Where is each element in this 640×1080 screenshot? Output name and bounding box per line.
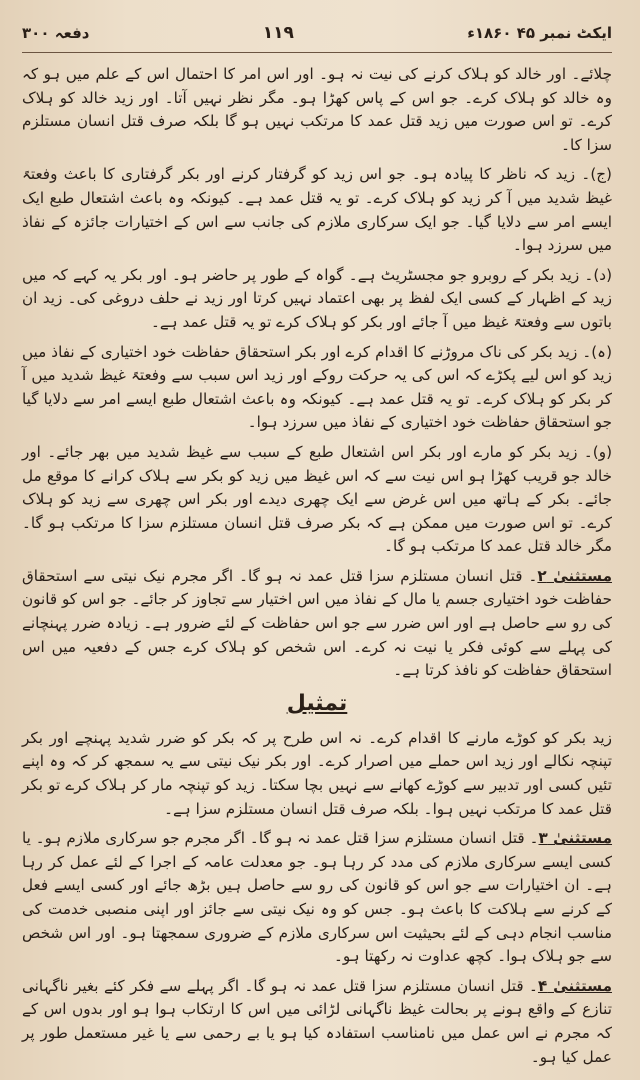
paragraph-illustration-f: (و)۔ زید بکر کو مارے اور بکر اس اشتعال طبع کے سبب سے غیظ شدید میں بھر جائے۔ اور خالد جو قریب کھڑا ہو اس نیت سے کہ اس غیظ میں زید کو بکر سے ہلاک کرانے کا موقع مل جائے۔ بکر کے ہاتھ میں اس غرض سے ایک چھری دیدے اور بکر اس چھری سے زید کو ہلاک کرے۔ تو اس صورت میں ممکن ہے کہ بکر صرف قتل انسان مستلزم سزا کا مرتکب ہو گا۔ مگر خالد قتل عمد کا مرتکب ہو گا۔ — [22, 442, 612, 556]
illustration-heading: تمثیل — [286, 690, 348, 716]
paragraph-continuation: چلائے۔ اور خالد کو ہلاک کرنے کی نیت نہ ہو۔ اور اس امر کا احتمال اس کے علم میں ہو کہ وہ خالد کو ہلاک کرے۔ جو اس کے پاس کھڑا ہو۔ مگر نظر نہیں آتا۔ اور زید خالد کو ہلاک کرے۔ تو اس صورت میں زید قتل عمد کا مرتکب نہیں ہو گا بلکہ صرف قتل انسان مستلزم سزا کا۔ — [22, 65, 612, 154]
page-header — [22, 14, 612, 53]
header-act-number: ایکٹ نمبر ۴۵ ۱۸۶۰ء — [467, 24, 612, 42]
header-section: دفعہ ۳۰۰ — [22, 24, 90, 42]
paragraph-illustration-d: (د)۔ زید بکر کے روبرو جو مجسٹریٹ ہے۔ گواہ کے طور پر حاضر ہو۔ اور بکر یہ کہے کہ میں زید کے اظہار کے کسی ایک لفظ پر بھی اعتماد نہیں کرتا اور زید نے حلف دروغی کی۔ زید ان باتوں سے وفعتہً غیظ میں آ جائے اور بکر کو ہلاک کرے تو یہ قتل عمد ہے۔ — [22, 265, 612, 331]
exception-2-label: مستثنیٰ ۲ — [537, 566, 612, 585]
paragraph-illustration-c: (ج)۔ زید کہ ناظر کا پیادہ ہو۔ جو اس زید کو گرفتار کرنے اور بکر گرفتاری کا باعث وفعتہً غیظ شدید میں آ کر زید کو ہلاک کرے۔ تو یہ قتل عمد ہے۔ کیونکہ وہ باعث اشتعال طبع ایک ایسے امر سے دلایا گیا۔ جو ایک سرکاری ملازم کی جانب سے اس کے اختیارات جائزہ کے نفاذ میں سرزد ہوا۔ — [22, 165, 612, 255]
exception-4-label: مستثنیٰ ۴ — [537, 976, 612, 995]
exception-4-text: ۔ قتل انسان مستلزم سزا قتل عمد نہ ہو گا۔ اگر پہلے سے فکر کئے بغیر ناگہانی تنازع کے واقع ہونے پر بحالت غیظ ناگہانی لڑائی میں اس کا ارتکاب ہوا ہو اور بدوں اس کے کہ مجرم نے اس عمل میں نامناسب استفادہ کیا ہو یا بے رحمی سے یا غیر مستعمل طور پر عمل کیا ہو۔ — [22, 976, 612, 1066]
exception-2-text: ۔ قتل انسان مستلزم سزا قتل عمد نہ ہو گا۔ اگر مجرم نیک نیتی سے استحقاق حفاظت خود اختیاری جسم یا مال کے نفاذ میں اس اختیار سے تجاوز کر جائے۔ جو اس کو قانون کی رو سے حاصل ہے اور اس ضرر سے جو اس حفاظت کے لئے ضرور ہے۔ زیادہ ضرر پہنچانے کی پہلے سے کوئی فکر یا نیت نہ کرے۔ اس شخص کو ہلاک کرے جس کے دفعیہ میں اس استحقاق حفاظت کو نافذ کرتا ہے۔ — [22, 566, 612, 680]
illustration-text: زید بکر کو کوڑے مارنے کا اقدام کرے۔ نہ اس طرح پر کہ بکر کو ضرر شدید پہنچے اور بکر تپنچہ نکالے اور زید اس حملے میں اصرار کرے۔ اور بکر نیک نیتی سے یہ سمجھ کر کہ وہ اپنے تئیں کسی اور تدبیر سے کوڑے کھانے سے نہیں بچا سکتا۔ زید کو تپنچہ مار کر ہلاک کرے تو بکر قتل عمد کا مرتکب نہیں ہوا۔ بلکہ صرف قتل انسان مستلزم سزا ہے۔ — [22, 728, 612, 818]
exception-3 — [22, 827, 612, 969]
exception-4 — [22, 975, 612, 1069]
page-body — [22, 63, 612, 1069]
exception-3-label: مستثنیٰ ۳ — [538, 829, 613, 848]
exception-2 — [22, 565, 612, 683]
exception-3-text: ۔ قتل انسان مستلزم سزا قتل عمد نہ ہو گا۔ اگر مجرم جو سرکاری ملازم ہو۔ یا کسی ایسے سرکاری ملازم کی مدد کر رہا ہو۔ جو معدلت عامہ کے اجرا کے لئے عمل کر رہا ہے۔ ان اختیارات سے جو اس کو قانون کی رو سے حاصل ہیں بڑھ جائے اور کسی ایسے فعل کے کرنے سے ہلاکت کا باعث ہو۔ جس کو وہ نیک نیتی سے جائز اور اپنی منصبی خدمت کی مناسب انجام دہی کے لئے بحیثیت اس سرکاری ملازم کے ضروری سمجھتا ہو۔ اور اس شخص سے جو ہلاک ہوا۔ کچھ عداوت نہ رکھتا ہو۔ — [22, 829, 612, 966]
paragraph-illustration-e: (ہ)۔ زید بکر کی ناک مروڑنے کا اقدام کرے اور بکر استحقاق حفاظت خود اختیاری کے نفاذ میں زید کو اس لیے پکڑے کہ اس کی یہ حرکت روکے اور زید اس سبب سے وفعتہً غیظ شدید میں آ کر بکر کو ہلاک کرے۔ تو یہ قتل عمد ہے۔ کیونکہ وہ باعث اشتعال طبع ایسے امر سے دلایا گیا جو استحقاق حفاظت خود اختیاری کے نفاذ میں سرزد ہوا۔ — [22, 342, 612, 432]
page-number: ۱۱۹ — [262, 23, 294, 43]
